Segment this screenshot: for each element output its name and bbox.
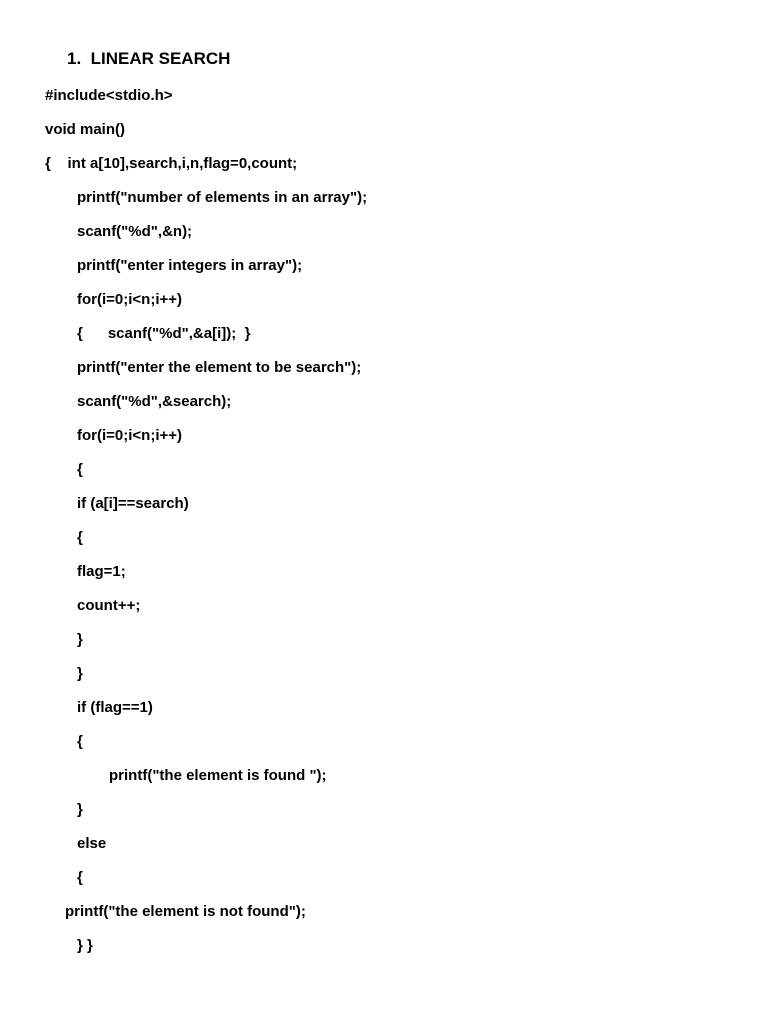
code-line-printf-count: printf("number of elements in an array");: [77, 189, 368, 206]
code-line-brace-close: }: [77, 665, 83, 682]
code-line-brace-close: }: [77, 801, 83, 818]
code-line-scanf-search: scanf("%d",&search);: [77, 393, 232, 410]
code-line-flag-set: flag=1;: [77, 563, 126, 580]
code-line-if-match: if (a[i]==search): [77, 495, 189, 512]
code-line-include: #include<stdio.h>: [45, 87, 173, 104]
code-line-if-flag: if (flag==1): [77, 699, 153, 716]
code-line-brace-open: {: [77, 529, 83, 546]
code-line-for-input: for(i=0;i<n;i++): [77, 291, 183, 308]
document-heading: 1. LINEAR SEARCH: [67, 49, 231, 68]
code-line-printf-enter: printf("enter integers in array");: [77, 257, 303, 274]
code-line-brace-open: {: [77, 869, 83, 886]
code-line-brace-close: }: [77, 631, 83, 648]
code-line-brace-close-final: } }: [77, 937, 93, 954]
code-line-printf-found: printf("the element is found ");: [109, 767, 327, 784]
code-line-brace-open: {: [77, 461, 83, 478]
code-line-main: void main(): [45, 121, 126, 138]
code-line-else: else: [77, 835, 107, 852]
code-line-brace-open: {: [77, 733, 83, 750]
code-line-printf-notfound: printf("the element is not found");: [65, 903, 306, 920]
code-line-declarations: { int a[10],search,i,n,flag=0,count;: [45, 155, 298, 172]
code-line-printf-search: printf("enter the element to be search");: [77, 359, 362, 376]
code-line-scanf-array: { scanf("%d",&a[i]); }: [77, 325, 251, 342]
code-line-for-search: for(i=0;i<n;i++): [77, 427, 183, 444]
code-line-scanf-n: scanf("%d",&n);: [77, 223, 193, 240]
code-line-count-inc: count++;: [77, 597, 141, 614]
